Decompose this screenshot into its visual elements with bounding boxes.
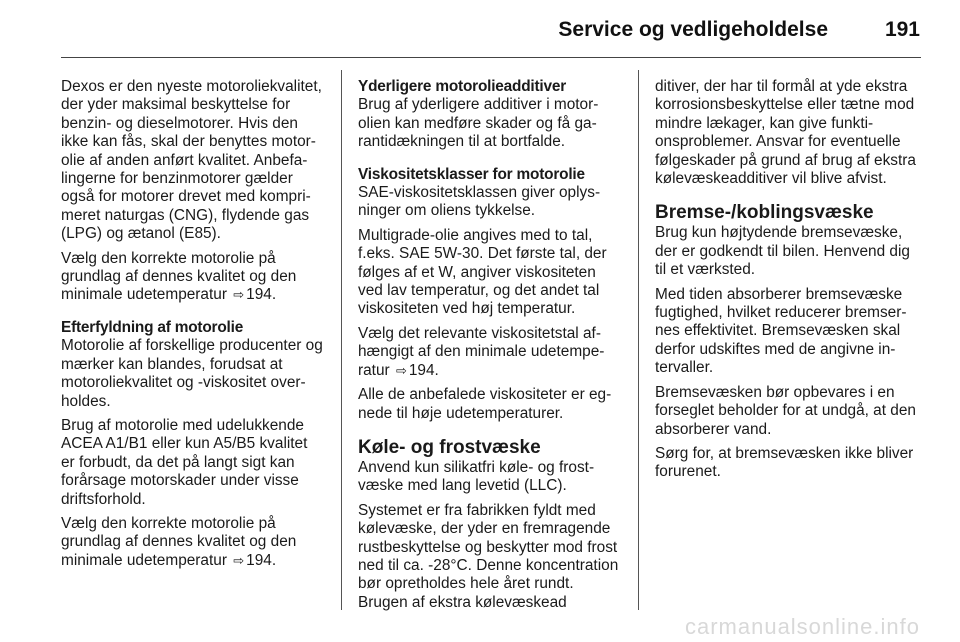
page-number: 191	[884, 18, 920, 41]
paragraph: Brug af yderligere additiver i motorolien kan medføre skader og få garantidækningen til at bortfalde.	[358, 96, 599, 151]
paragraph	[61, 515, 323, 570]
page-reference: 194.	[246, 286, 277, 304]
header-divider	[61, 57, 921, 58]
paragraph: Med tiden absorberer bremsevæske fugtighed, hvilket reducerer bremsernes effektivitet. Bremsevæsken skal derfor udskiftes med de angivne intervaller.	[655, 285, 907, 377]
paragraph: ditiver, der har til formål at yde ekstra korrosionsbeskyttelse eller tætne mod mindre lækager, kan give funktionsproblemer. Ansvar for eventuelle følgeskader på grund af brug af ekstra kølevæskeadditiver vil blive afvist.	[655, 78, 916, 188]
text-column-2	[358, 78, 620, 618]
column-divider-1	[341, 70, 342, 610]
page-reference-arrow-icon: ⇨	[233, 552, 245, 568]
section-heading: Køle- og frostvæske	[358, 436, 541, 458]
page-reference-arrow-icon: ⇨	[233, 287, 245, 303]
page-reference: 194.	[408, 361, 439, 379]
paragraph	[61, 250, 323, 305]
text-column-1	[61, 78, 323, 576]
paragraph: Alle de anbefalede viskositeter er egnede til høje udetemperaturer.	[358, 386, 612, 422]
paragraph: Sørg for, at bremsevæsken ikke bliver forurenet.	[655, 444, 914, 481]
section-heading: Bremse-/koblingsvæske	[655, 202, 874, 224]
paragraph: Bremsevæsken bør opbevares i en forseglet beholder for at undgå, at den absorberer vand.	[655, 383, 916, 438]
paragraph-text: Vælg den korrekte motorolie på grundlag af dennes kvalitet og den minimale udetemperatur	[61, 514, 297, 569]
column-divider-2	[638, 70, 639, 610]
page-reference-arrow-icon: ⇨	[395, 362, 407, 378]
paragraph: Motorolie af forskellige producenter og mærker kan blandes, forudsat at motoroliekvalitet og -viskositet overholdes.	[61, 337, 323, 410]
paragraph-text: Vælg det relevante viskositetstal afhængigt af den minimale udetemperatur	[358, 324, 605, 379]
paragraph: Brug kun højtydende bremsevæske, der er godkendt til bilen. Henvend dig til et værksted.	[655, 224, 910, 279]
subheading: Efterfyldning af motorolie	[61, 318, 244, 336]
page-header-title: Service og vedligeholdelse	[558, 18, 828, 41]
paragraph	[358, 325, 620, 380]
page-reference: 194.	[246, 551, 277, 569]
paragraph-text: Vælg den korrekte motorolie på grundlag af dennes kvalitet og den minimale udetemperatur	[61, 249, 297, 304]
paragraph: Dexos er den nyeste motoroliekvalitet, der yder maksimal beskyttelse for benzin- og dieselmotorer. Hvis den ikke kan fås, skal der benyttes motorolie af anden anført kvalitet. Anbefalingerne for benzinmotorer gælder også for motorer drevet med komprimeret naturgas (CNG), flydende gas (LPG) og ætanol (E85).	[61, 78, 322, 243]
text-column-3	[655, 78, 921, 488]
subheading: Yderligere motorolieadditiver	[358, 78, 567, 95]
paragraph: SAE-viskositetsklassen giver oplysninger om oliens tykkelse.	[358, 184, 601, 220]
subheading: Viskositetsklasser for motorolie	[358, 165, 585, 183]
paragraph: Brug af motorolie med udelukkende ACEA A1/B1 eller kun A5/B5 kvalitet er forbudt, da det på langt sigt kan forårsage motorskader under visse driftsforhold.	[61, 416, 308, 508]
paragraph: Multigrade-olie angives med to tal, f.eks. SAE 5W-30. Det første tal, der følges af et W, angiver viskositeten ved lav temperatur, og det andet tal viskositeten ved høj temperatur.	[358, 226, 607, 318]
watermark: carmanualsonline.info	[684, 614, 920, 639]
paragraph: Anvend kun silikatfri køle- og frostvæske med lang levetid (LLC).	[358, 458, 595, 495]
paragraph: Systemet er fra fabrikken fyldt med kølevæske, der yder en fremragende rustbeskyttelse og beskytter mod frost ned til ca. -28°C. Denne koncentration bør opretholdes hele året rundt. Brugen af ekstra kølevæskead	[358, 501, 619, 611]
